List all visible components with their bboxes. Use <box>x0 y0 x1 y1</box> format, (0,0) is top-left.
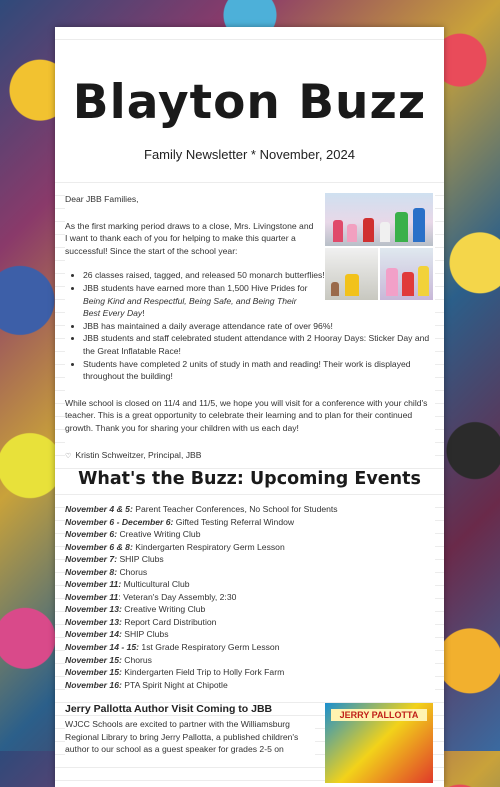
list-item: November 13: Creative Writing Club <box>65 604 206 615</box>
book-cover-label: JERRY PALLOTTA <box>331 709 427 721</box>
list-item: • JBB has maintained a daily average attendance rate of over 96%! <box>83 320 435 333</box>
costume-photo <box>380 248 433 300</box>
list-item: November 7: SHIP Clubs <box>65 554 164 565</box>
letter-greeting: Dear JBB Families, <box>65 194 139 204</box>
list-item: November 15: Chorus <box>65 654 152 665</box>
inflatable-race-photo <box>325 248 378 300</box>
author-visit-text: WJCC Schools are excited to partner with the Williamsburg Regional Library to bring Jerry Pallotta, a published children's author to our school as a guest speaker for grades 2-5 on <box>65 718 315 756</box>
list-item: November 6 & 8: Kindergarten Respiratory Germ Lesson <box>65 541 285 552</box>
list-item: • Students have completed 2 units of study in math and reading! Their work is displayed throughout the building! <box>83 358 435 383</box>
parade-photo <box>325 193 433 246</box>
newsletter-subtitle: Family Newsletter * November, 2024 <box>144 147 355 162</box>
list-item: November 14: SHIP Clubs <box>65 629 169 640</box>
masthead <box>55 47 444 182</box>
author-book-image <box>325 703 433 783</box>
list-item: November 11: Multicultural Club <box>65 579 190 590</box>
heart-icon: ♡ <box>65 452 72 460</box>
list-item: November 8: Chorus <box>65 566 148 577</box>
list-item: November 15: Kindergarten Field Trip to Holly Fork Farm <box>65 667 285 678</box>
list-item: November 16: PTA Spirit Night at Chipotle <box>65 679 228 690</box>
newsletter-title: Blayton Buzz <box>72 75 427 130</box>
list-item: • JBB students and staff celebrated student attendance with 2 Hooray Days: Sticker Day and the Great Inflatable Race! <box>83 332 435 357</box>
list-item: • JBB students have earned more than 1,500 Hive Prides for Being Kind and Respectful, Being Safe, and Being Their Best Every Day! <box>83 282 315 320</box>
list-item: November 6: Creative Writing Club <box>65 529 201 540</box>
list-item: November 4 & 5: Parent Teacher Conferences, No School for Students <box>65 504 338 514</box>
letter-closing: While school is closed on 11/4 and 11/5, we hope you will visit for a conference with your child's teacher. This is a great opportunity to celebrate their learning and to plan for their continued growth. Thank you for sharing your children with us each day! <box>65 397 428 433</box>
list-item: November 14 - 15: 1st Grade Respiratory Germ Lesson <box>65 642 280 653</box>
list-item: November 13: Report Card Distribution <box>65 616 217 627</box>
events-heading: What's the Buzz: Upcoming Events <box>55 469 444 489</box>
letter-signature: ♡ Kristin Schweitzer, Principal, JBB <box>65 449 435 464</box>
author-visit-heading: Jerry Pallotta Author Visit Coming to JBB <box>65 703 315 715</box>
list-item: • 26 classes raised, tagged, and released 50 monarch butterflies! <box>83 269 435 282</box>
photo-collage <box>325 193 433 300</box>
list-item: November 6 - December 6: Gifted Testing Referral Window <box>65 516 295 527</box>
list-item: November 11: Veteran's Day Assembly, 2:30 <box>65 591 237 602</box>
letter-intro: As the first marking period draws to a close, Mrs. Livingstone and I want to thank each of you for helping to make this quarter a successful! Since the start of the school year: <box>65 220 314 256</box>
newsletter-paper <box>55 27 444 787</box>
events-list <box>65 503 435 691</box>
